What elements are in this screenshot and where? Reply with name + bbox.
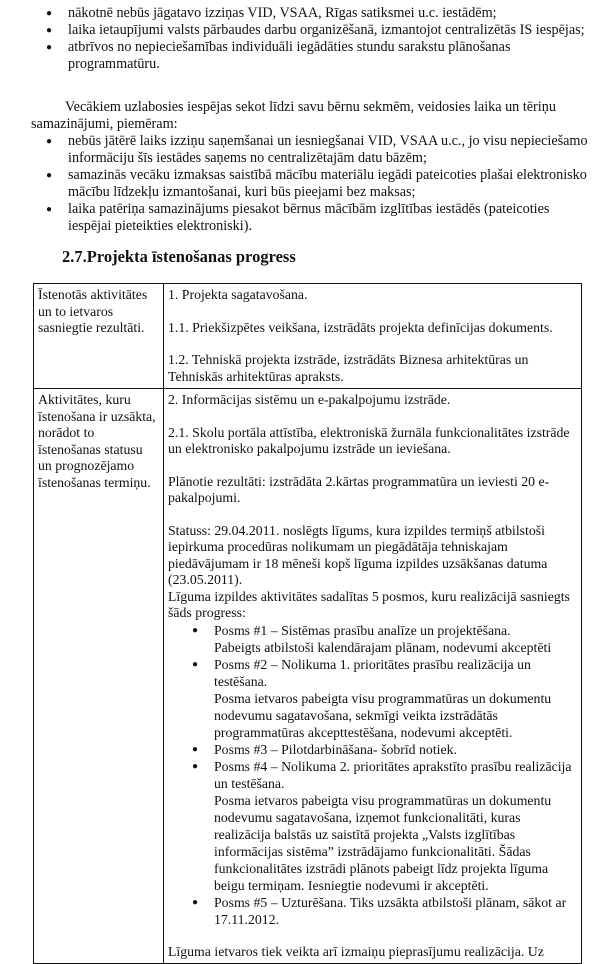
list-item: ● Posms #2 – Nolikuma 1. prioritātes prasību realizācija un testēšana. Posma ietvaros pabeigta visu programmatūras un dokumentu nodevumu sagatavošana, sekmīgi veikta izstrādātās programmatūras akcepttestēšana, nodevumi akceptēti. <box>192 656 552 740</box>
section-heading: 2.7.Projekta īstenošanas progress <box>62 247 296 266</box>
bullet-icon: ● <box>46 25 53 36</box>
list-item: ● samazinās vecāku izmaksas saistībā mācību materiālu iegādi pateicoties plašai elektronisko mācību līdzekļu izmantošanai, kuri būs pieejami bez maksas; <box>46 167 587 200</box>
paragraph: Statuss: 29.04.2011. noslēgts līgums, kura izpildes termiņš atbilstoši iepirkuma procedūras nolikumam un piegādātāja tehniskajam piedāvājumam ir 18 mēneši kopš līguma izpildes uzsākšanas datuma (23.05.2011). <box>168 522 548 587</box>
bullet-icon: ● <box>46 42 53 53</box>
list-item: ● laika patēriņa samazinājums piesakot bērnus mācībām izglītības iestādēs (pateicoties iespējai pieteikties elektroniski). <box>46 201 550 234</box>
row-label-in-progress: Aktivitātes, kuru īstenošana ir uzsākta, norādot to īstenošanas statusu un prognozējamo īstenošanas termiņu. <box>34 389 164 964</box>
benefits-list <box>46 5 588 73</box>
list-item: ● Posms #4 – Nolikuma 2. prioritātes aprakstīto prasību realizācija un testēšana. Posma ietvaros pabeigta visu programmatūras un dokumentu nodevumu sagatavošana, izņemot funkcionalitāti, kuras realizācija balstās uz saistītā projekta „Valsts izglītības informācijas sistēma” izstrādājamo funkcionalitāti. Šādas funkcionalitātes izstrādi plānots pabeigt līdz projekta līguma beigu termiņam. Iesniegtie nodevumi ir akceptēti. <box>192 758 572 893</box>
list-item: ● laika ietaupījumi valsts pārbaudes darbu organizēšanā, izmantojot centralizētās IS iespējas; <box>46 22 585 38</box>
paragraph: 1.2. Tehniskā projekta izstrāde, izstrādāts Biznesa arhitektūras un Tehniskās arhitektūras apraksts. <box>168 352 529 384</box>
row-label-completed: Īstenotās aktivitātes un to ietvaros sasniegtie rezultāti. <box>34 284 164 389</box>
bullet-icon: ● <box>46 170 53 181</box>
bullet-icon: ● <box>46 204 53 215</box>
list-item: ● nebūs jātērē laiks izziņu saņemšanai un iesniegšanai VID, VSAA u.c., jo visu nepieciešamo informāciju šīs iestādes saņems no centralizētajām datu bāzēm; <box>46 133 588 166</box>
row-content-in-progress <box>164 389 582 964</box>
paragraph: 1. Projekta sagatavošana. <box>168 287 308 302</box>
bullet-icon: ● <box>192 743 199 755</box>
paragraph: 2. Informācijas sistēmu un e-pakalpojumu izstrāde. <box>168 392 451 407</box>
list-item: ● Posms #5 – Uzturēšana. Tiks uzsākta atbilstoši plānam, sākot ar 17.11.2012. <box>192 894 567 927</box>
paragraph: Līguma ietvaros tiek veikta arī izmaiņu pieprasījumu realizācija. Uz <box>168 943 544 959</box>
bullet-icon: ● <box>192 760 199 772</box>
bullet-icon: ● <box>192 624 199 636</box>
list-item: ● atbrīvos no nepieciešamības individuāli iegādāties stundu sarakstu plānošanas programmatūru. <box>46 39 511 72</box>
bullet-icon: ● <box>46 136 53 147</box>
bullet-icon: ● <box>192 658 199 670</box>
list-item: ● Posms #1 – Sistēmas prasību analīze un projektēšana. Pabeigts atbilstoši kalendārajam plānam, nodevumi akceptēti <box>192 622 552 655</box>
paragraph: Līguma izpildes aktivitātes sadalītas 5 posmos, kuru realizācijā sasniegts šāds progress: <box>168 588 570 620</box>
progress-table <box>33 283 582 964</box>
list-item: ● Posms #3 – Pilotdarbināšana- šobrīd notiek. <box>192 741 457 757</box>
bullet-icon: ● <box>192 896 199 908</box>
paragraph: Plānotie rezultāti: izstrādāta 2.kārtas programmatūra un ieviesti 20 e-pakalpojumi. <box>168 473 550 505</box>
parents-intro: Vecākiem uzlabosies iespējas sekot līdzi savu bērnu sekmēm, veidosies laika un tēriņu samazinājumi, piemēram: <box>31 99 556 132</box>
paragraph: 2.1. Skolu portāla attīstība, elektroniskā žurnāla funkcionalitātes izstrāde un elektronisko pakalpojumu izstrāde un ieviešana. <box>168 424 570 456</box>
bullet-icon: ● <box>46 8 53 19</box>
table-row <box>34 284 582 389</box>
list-item: ● nākotnē nebūs jāgatavo izziņas VID, VSAA, Rīgas satiksmei u.c. iestādēm; <box>46 5 497 21</box>
posmi-list <box>168 622 577 928</box>
parents-benefits-list <box>46 133 588 235</box>
table-row <box>34 389 582 964</box>
row-content-completed <box>164 284 582 389</box>
paragraph: 1.1. Priekšizpētes veikšana, izstrādāts projekta definīcijas dokuments. <box>168 319 553 335</box>
